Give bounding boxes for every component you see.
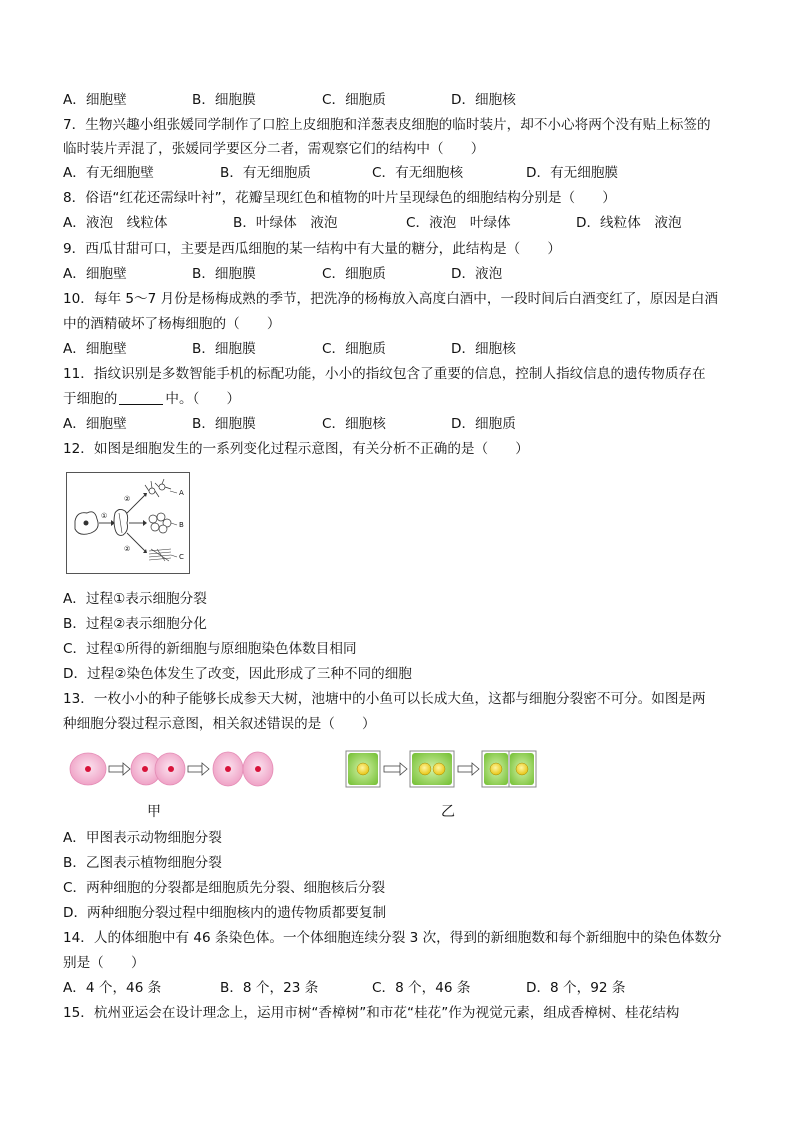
caption-yi: 乙 — [441, 804, 455, 820]
plant-cell-division-drawing — [340, 745, 540, 795]
plant-nucleus — [433, 763, 445, 775]
label-step1: ① — [101, 512, 108, 520]
nerve-cell-2 — [159, 484, 165, 490]
arrow-1-head — [123, 763, 130, 775]
q11-option-b: B．细胞膜 — [192, 416, 256, 432]
q12-option-b: B．过程②表示细胞分化 — [63, 616, 207, 632]
original-cell-nucleus — [84, 521, 89, 526]
arrow-2-body — [458, 766, 472, 772]
q11-option-d: D．细胞质 — [451, 416, 516, 432]
animal-nucleus — [225, 766, 231, 772]
q7-stem-line1: 7．生物兴趣小组张媛同学制作了口腔上皮细胞和洋葱表皮细胞的临时装片，却不小心将两个没有贴上标签的 — [63, 117, 711, 133]
label-b: B — [179, 521, 184, 529]
q15-stem-line1: 15．杭州亚运会在设计理念上，运用市树“香樟树”和市花“桂花”作为视觉元素，组成香樟树、桂花结构 — [63, 1005, 680, 1021]
q7-option-b: B．有无细胞质 — [220, 165, 311, 181]
caption-jia: 甲 — [147, 804, 161, 820]
q9-option-a: A．细胞壁 — [63, 266, 127, 282]
q8-option-d: D．线粒体 液泡 — [576, 215, 682, 231]
q11-stem-line2 — [63, 390, 240, 408]
q7-option-c: C．有无细胞核 — [372, 165, 464, 181]
q13-stem-line1: 13．一枚小小的种子能够长成参天大树，池塘中的小鱼可以长成大鱼，这都与细胞分裂密不可分。如图是两 — [63, 691, 706, 707]
q11-stem-line2-post: 中。（ ） — [165, 391, 241, 407]
q6-option-b: B．细胞膜 — [192, 92, 256, 108]
animal-cell-division-figure — [66, 745, 286, 795]
q8-stem: 8．俗语“红花还需绿叶衬”，花瓣呈现红色和植物的叶片呈现绿色的细胞结构分别是（ ） — [63, 190, 616, 206]
muscle-fiber-4 — [149, 558, 171, 560]
q12-stem: 12．如图是细胞发生的一系列变化过程示意图，有关分析不正确的是（ ） — [63, 441, 529, 457]
q12-option-c: C．过程①所得的新细胞与原细胞染色体数目相同 — [63, 641, 357, 657]
arrow-2-head — [472, 763, 479, 775]
leader-c — [171, 555, 177, 557]
q11-option-c: C．细胞核 — [322, 416, 386, 432]
arrow-1-head — [400, 763, 407, 775]
q14-option-c: C．8 个，46 条 — [372, 980, 471, 996]
plant-cell-stage2 — [412, 753, 452, 785]
q13-option-b: B．乙图表示植物细胞分裂 — [63, 855, 222, 871]
nerve-cells-a — [145, 479, 171, 497]
leader-a — [170, 491, 177, 493]
q14-option-d: D．8 个，92 条 — [526, 980, 626, 996]
nerve-cell-1 — [149, 488, 155, 494]
arrow-1-body — [109, 766, 123, 772]
label-a: A — [179, 489, 184, 497]
animal-cell-division-drawing — [66, 745, 286, 795]
arrow-2-body — [188, 766, 202, 772]
divided-cell — [114, 509, 128, 535]
round-cell-5 — [159, 525, 167, 533]
plant-cell-division-figure — [340, 745, 540, 795]
animal-nucleus — [168, 766, 174, 772]
q11-stem-line2-pre: 于细胞的 — [63, 391, 118, 407]
q13-option-a: A．甲图表示动物细胞分裂 — [63, 830, 222, 846]
q10-stem-line1: 10．每年 5～7 月份是杨梅成熟的季节，把洗净的杨梅放入高度白酒中，一段时间后白酒变红了，原因是白酒 — [63, 291, 718, 307]
nerve-branches — [145, 479, 171, 497]
q10-option-a: A．细胞壁 — [63, 341, 127, 357]
answer-blank — [119, 390, 163, 405]
q8-option-c: C．液泡 叶绿体 — [406, 215, 511, 231]
round-cell-1 — [149, 515, 157, 523]
cell-change-diagram — [66, 472, 190, 574]
plant-nucleus — [516, 763, 528, 775]
q13-stem-line2: 种细胞分裂过程示意图，相关叙述错误的是（ ） — [63, 716, 376, 732]
animal-nucleus — [142, 766, 148, 772]
label-step2-upper: ② — [124, 495, 131, 503]
plant-nucleus — [357, 763, 369, 775]
leader-b — [171, 523, 177, 525]
q10-option-c: C．细胞质 — [322, 341, 386, 357]
q10-stem-line2: 中的酒精破坏了杨梅细胞的（ ） — [63, 316, 281, 332]
q11-stem-line1: 11．指纹识别是多数智能手机的标配功能，小小的指纹包含了重要的信息，控制人指纹信息的遗传物质存在 — [63, 366, 706, 382]
q14-stem-line1: 14．人的体细胞中有 46 条染色体。一个体细胞连续分裂 3 次，得到的新细胞数和每个新细胞中的染色体数分 — [63, 930, 722, 946]
plant-nucleus — [490, 763, 502, 775]
q7-stem-line2: 临时装片弄混了，张媛同学要区分二者，需观察它们的结构中（ ） — [63, 141, 485, 157]
arrow-2-head — [202, 763, 209, 775]
q10-option-d: D．细胞核 — [451, 341, 516, 357]
round-cell-2 — [157, 513, 165, 521]
animal-nucleus — [85, 766, 91, 772]
q13-option-c: C．两种细胞的分裂都是细胞质先分裂、细胞核后分裂 — [63, 880, 386, 896]
q6-option-d: D．细胞核 — [451, 92, 516, 108]
q8-option-b: B．叶绿体 液泡 — [233, 215, 338, 231]
q10-option-b: B．细胞膜 — [192, 341, 256, 357]
q7-option-d: D．有无细胞膜 — [526, 165, 619, 181]
q12-option-a: A．过程①表示细胞分裂 — [63, 591, 207, 607]
q6-option-a: A．细胞壁 — [63, 92, 127, 108]
q9-option-c: C．细胞质 — [322, 266, 386, 282]
q14-option-a: A．4 个，46 条 — [63, 980, 162, 996]
q12-option-d: D．过程②染色体发生了改变，因此形成了三种不同的细胞 — [63, 666, 412, 682]
q6-option-c: C．细胞质 — [322, 92, 386, 108]
q14-option-b: B．8 个，23 条 — [220, 980, 319, 996]
q11-option-a: A．细胞壁 — [63, 416, 127, 432]
round-cells-b — [149, 513, 171, 533]
q9-stem: 9．西瓜甘甜可口，主要是西瓜细胞的某一结构中有大量的糖分，此结构是（ ） — [63, 241, 562, 257]
arrow-1-body — [384, 766, 400, 772]
label-c: C — [179, 553, 184, 561]
arrow-to-b-head — [143, 520, 147, 526]
label-step2-lower: ② — [124, 545, 131, 553]
q9-option-d: D．液泡 — [451, 266, 503, 282]
q9-option-b: B．细胞膜 — [192, 266, 256, 282]
q14-stem-line2: 别是（ ） — [63, 955, 145, 971]
q7-option-a: A．有无细胞壁 — [63, 165, 154, 181]
q13-option-d: D．两种细胞分裂过程中细胞核内的遗传物质都要复制 — [63, 905, 387, 921]
q8-option-a: A．液泡 线粒体 — [63, 215, 168, 231]
animal-nucleus — [255, 766, 261, 772]
muscle-cells-c — [149, 549, 171, 561]
plant-nucleus — [419, 763, 431, 775]
round-cell-4 — [151, 523, 159, 531]
cell-change-drawing — [67, 473, 189, 573]
